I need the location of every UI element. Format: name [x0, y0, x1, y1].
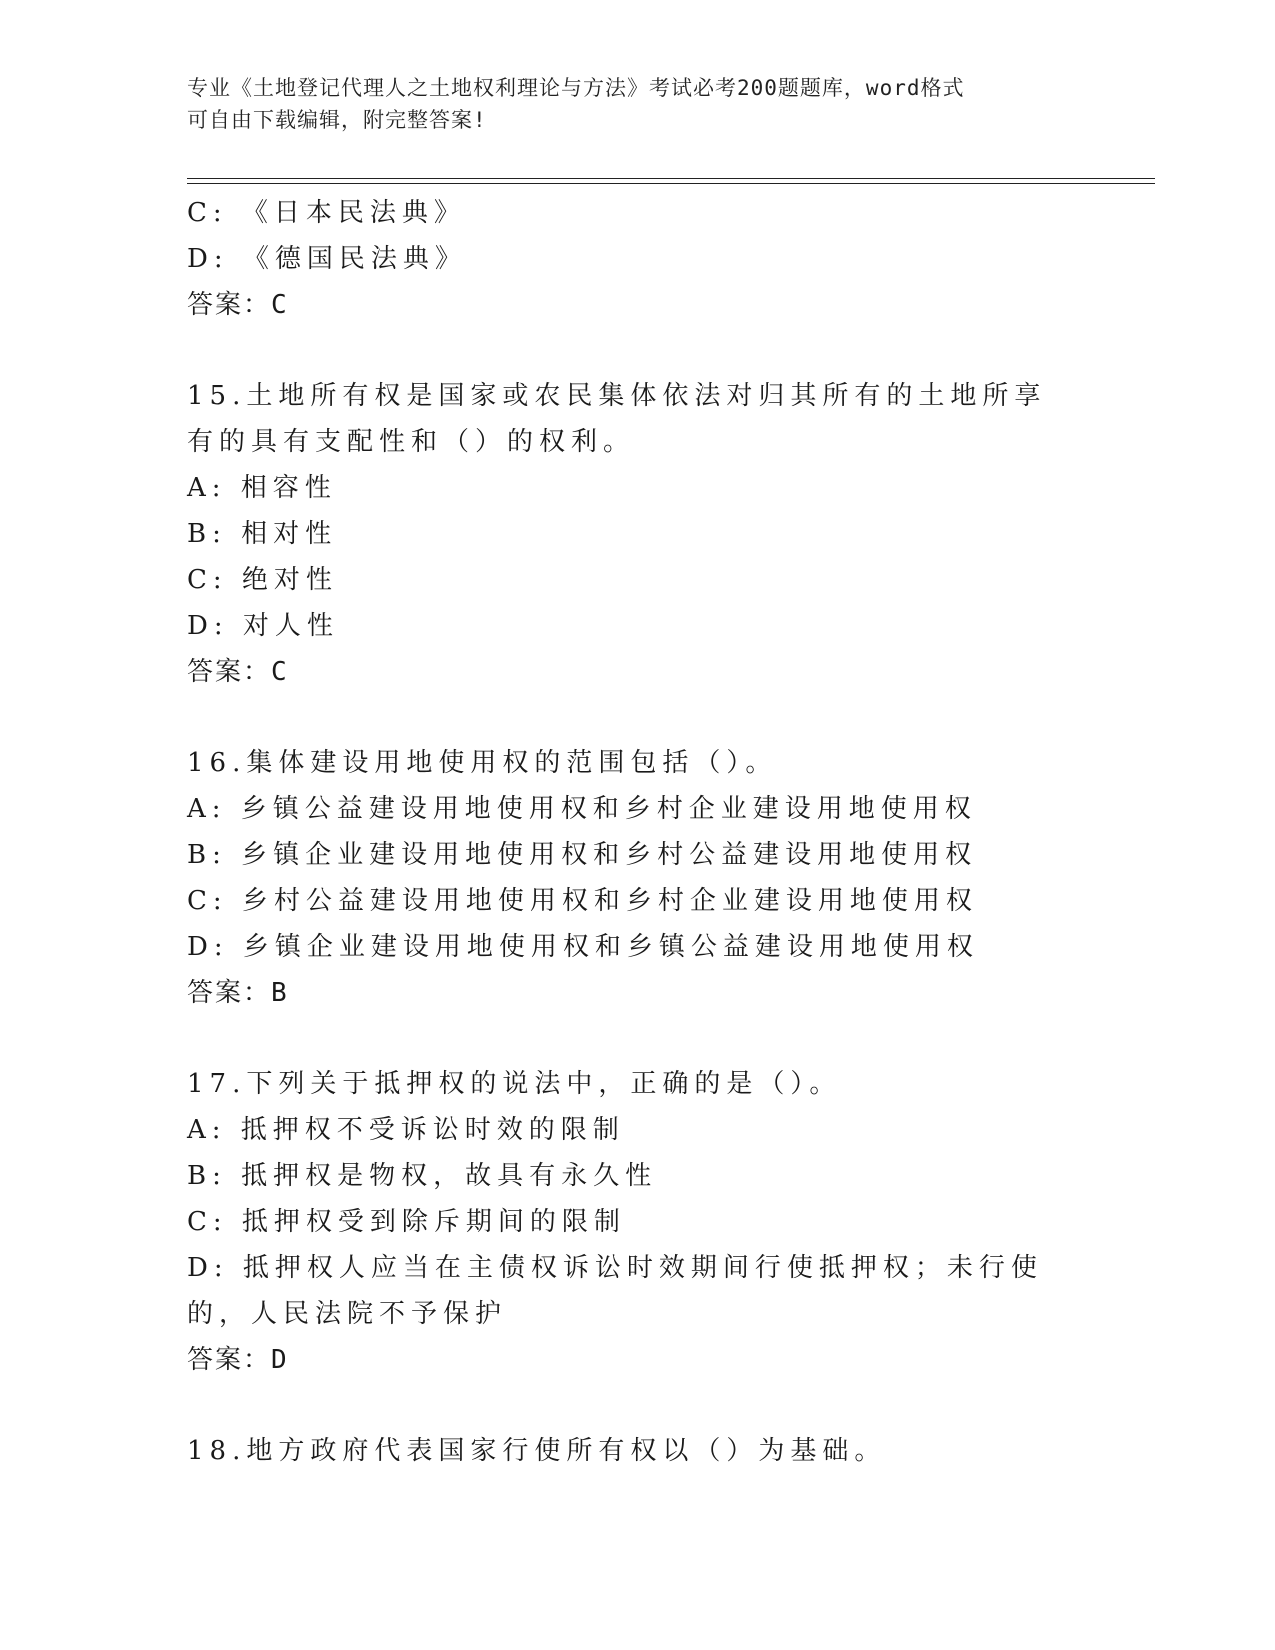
- option-c: C: 抵押权受到除斥期间的限制: [187, 1207, 626, 1237]
- answer-line: [187, 649, 1087, 695]
- option-c: C: 绝对性: [187, 565, 338, 595]
- option-c: C: 乡村公益建设用地使用权和乡村企业建设用地使用权: [187, 886, 978, 916]
- answer-value: C: [271, 657, 289, 687]
- question-stem: 16.集体建设用地使用权的范围包括（）。: [187, 748, 778, 778]
- answer-value: C: [271, 290, 289, 320]
- answer-label: 答案：: [187, 290, 272, 320]
- option-a: A: 抵押权不受诉讼时效的限制: [187, 1115, 625, 1145]
- question-stem: 17.下列关于抵押权的说法中，正确的是（）。: [187, 1069, 842, 1099]
- option-d: D: 《德国民法典》: [187, 244, 467, 274]
- answer-line: [187, 1337, 1087, 1383]
- option-b: B: 抵押权是物权，故具有永久性: [187, 1161, 658, 1191]
- answer-label: 答案：: [187, 657, 272, 687]
- document-header: [187, 72, 1067, 136]
- option-d: D: 乡镇企业建设用地使用权和乡镇公益建设用地使用权: [187, 932, 979, 962]
- header-title-line-2: 可自由下载编辑，附完整答案!: [187, 108, 487, 132]
- header-divider-bottom: [187, 183, 1155, 184]
- question-block-18: [187, 1428, 1087, 1474]
- question-block-14-continued: [187, 190, 1087, 328]
- option-a: A: 乡镇公益建设用地使用权和乡村企业建设用地使用权: [187, 794, 977, 824]
- answer-line: [187, 282, 1087, 328]
- answer-label: 答案：: [187, 1345, 272, 1375]
- answer-value: D: [271, 1345, 289, 1375]
- option-d: D: 对人性: [187, 611, 339, 641]
- question-block-16: [187, 740, 1087, 1016]
- option-a: A: 相容性: [187, 473, 337, 503]
- header-title-line-1: 专业《土地登记代理人之土地权利理论与方法》考试必考200题题库，word格式: [187, 76, 965, 100]
- answer-line: [187, 970, 1087, 1016]
- header-divider-top: [187, 178, 1155, 179]
- question-block-15: [187, 373, 1087, 695]
- question-list: [187, 190, 1087, 1474]
- answer-label: 答案：: [187, 978, 272, 1008]
- question-stem: 18.地方政府代表国家行使所有权以（）为基础。: [187, 1436, 887, 1466]
- question-stem: 15.土地所有权是国家或农民集体依法对归其所有的土地所享有的具有支配性和（）的权利。: [187, 381, 1047, 457]
- question-block-17: [187, 1061, 1087, 1383]
- answer-value: B: [271, 978, 289, 1008]
- option-d: D: 抵押权人应当在主债权诉讼时效期间行使抵押权；未行使的，人民法院不予保护: [187, 1253, 1043, 1329]
- option-b: B: 相对性: [187, 519, 338, 549]
- option-b: B: 乡镇企业建设用地使用权和乡村公益建设用地使用权: [187, 840, 978, 870]
- option-c: C: 《日本民法典》: [187, 198, 466, 228]
